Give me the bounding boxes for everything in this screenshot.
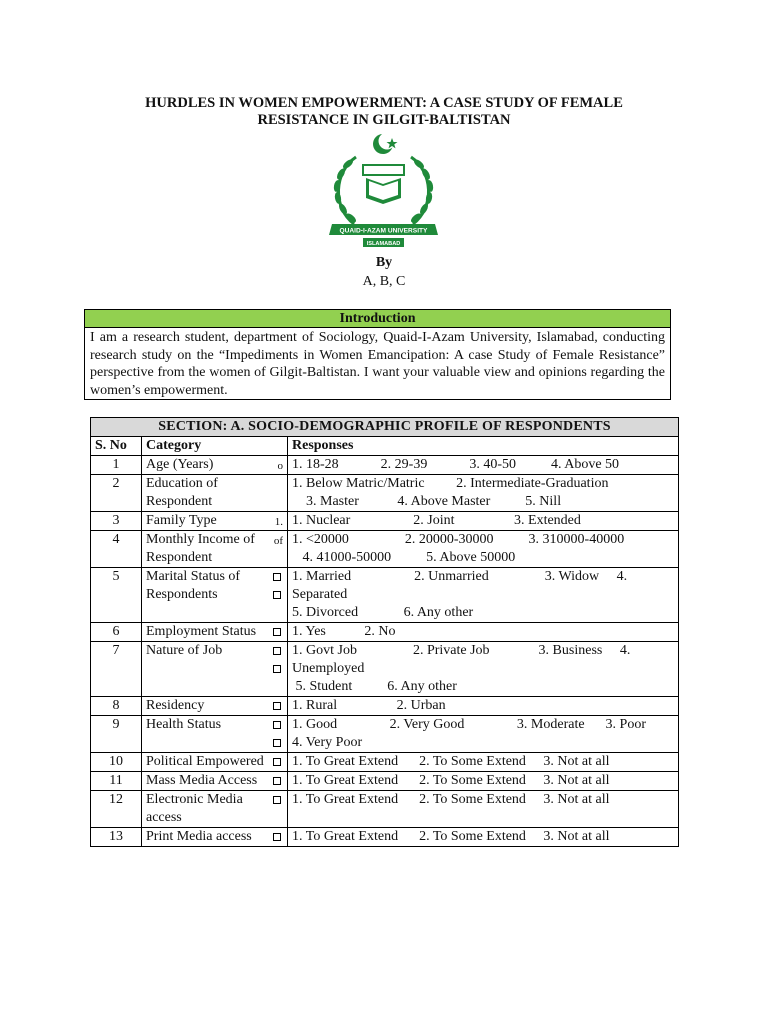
response-line: 1. Married 2. Unmarried 3. Widow 4. Separated [292, 569, 631, 602]
row-category [142, 753, 288, 772]
checkbox-icon[interactable] [273, 702, 281, 710]
row-category [142, 475, 288, 512]
row-number: 1 [91, 456, 142, 475]
table-row [91, 772, 679, 791]
response-line: 1. To Great Extend 2. To Some Extend 3. Not at all [292, 792, 610, 807]
category-label: Residency [146, 698, 205, 713]
checkbox-icon[interactable] [273, 739, 281, 747]
response-line: 1. <20000 2. 20000-30000 3. 310000-40000 [292, 532, 625, 547]
category-label: Monthly Income of Respondent [146, 532, 255, 565]
row-number: 2 [91, 475, 142, 512]
response-line: 1. Rural 2. Urban [292, 698, 446, 713]
checkbox-icon[interactable] [273, 777, 281, 785]
row-number: 12 [91, 791, 142, 828]
response-line: 1. Nuclear 2. Joint 3. Extended [292, 513, 581, 528]
response-line: 1. 18-28 2. 29-39 3. 40-50 4. Above 50 [292, 457, 620, 472]
row-number: 6 [91, 623, 142, 642]
category-label: Political Empowered [146, 754, 264, 769]
response-line: 1. Yes 2. No [292, 624, 396, 639]
response-line: 1. Below Matric/Matric 2. Intermediate-Graduation [292, 476, 609, 491]
row-category [142, 642, 288, 697]
header-row [91, 437, 679, 456]
row-number: 11 [91, 772, 142, 791]
response-line: 1. To Great Extend 2. To Some Extend 3. Not at all [292, 773, 610, 788]
response-line: 4. 41000-50000 5. Above 50000 [292, 550, 516, 565]
checkbox-icon[interactable] [273, 573, 281, 581]
by-label: By [375, 255, 393, 270]
response-line: 5. Student 6. Any other [292, 679, 457, 694]
row-mark: 1. [274, 516, 283, 528]
introduction-text: I am a research student, department of Sociology, Quaid-I-Azam University, Islamabad, conducting research study on the “Impediments in Women Emancipation: A case Study of Female Resistance” perspective from the women of Gilgit-Baltistan. I want your valuable view and opinions regarding the women’s empowerment. [90, 330, 665, 398]
category-label: Health Status [146, 717, 222, 732]
response-line: 4. Very Poor [292, 735, 363, 750]
row-number: 7 [91, 642, 142, 697]
category-label: Print Media access [146, 829, 252, 844]
table-row [91, 642, 679, 697]
category-label: Nature of Job [146, 643, 223, 658]
row-responses [288, 791, 679, 828]
table-row [91, 568, 679, 623]
row-number: 4 [91, 531, 142, 568]
table-row [91, 697, 679, 716]
row-responses [288, 772, 679, 791]
row-responses [288, 753, 679, 772]
row-number: 9 [91, 716, 142, 753]
category-label: Family Type [146, 513, 217, 528]
table-row [91, 512, 679, 531]
row-responses [288, 828, 679, 847]
row-category [142, 772, 288, 791]
logo-subtext: ISLAMABAD [366, 241, 401, 247]
checkbox-icon[interactable] [273, 665, 281, 673]
table-row [91, 531, 679, 568]
row-category [142, 697, 288, 716]
row-category [142, 568, 288, 623]
row-category [142, 828, 288, 847]
title-line-1: HURDLES IN WOMEN EMPOWERMENT: A CASE STUDY OF FEMALE [145, 95, 623, 111]
document-title [0, 95, 768, 129]
category-label: Education of Respondent [146, 476, 218, 509]
category-label: Age (Years) [146, 457, 214, 472]
logo-text: QUAID-I-AZAM UNIVERSITY [339, 227, 428, 235]
header-responses: Responses [288, 437, 679, 456]
header-sno: S. No [91, 437, 142, 456]
checkbox-icon[interactable] [273, 758, 281, 766]
row-number: 10 [91, 753, 142, 772]
table-row [91, 791, 679, 828]
response-line: 1. Govt Job 2. Private Job 3. Business 4. Unemployed [292, 643, 634, 676]
category-label: Marital Status of Respondents [146, 569, 241, 602]
row-category [142, 716, 288, 753]
table-row [91, 623, 679, 642]
category-label: Employment Status [146, 624, 257, 639]
row-responses [288, 716, 679, 753]
row-responses [288, 531, 679, 568]
university-logo [326, 132, 441, 250]
row-category [142, 456, 288, 475]
row-responses [288, 642, 679, 697]
table-row [91, 753, 679, 772]
title-line-2: RESISTANCE IN GILGIT-BALTISTAN [257, 112, 511, 128]
row-mark: of [273, 535, 283, 547]
row-number: 8 [91, 697, 142, 716]
row-number: 5 [91, 568, 142, 623]
row-responses [288, 568, 679, 623]
introduction-heading: Introduction [85, 310, 670, 328]
row-responses [288, 697, 679, 716]
response-line: 3. Master 4. Above Master 5. Nill [292, 494, 562, 509]
row-category [142, 791, 288, 828]
category-label: Electronic Media access [146, 792, 243, 825]
row-number: 3 [91, 512, 142, 531]
authors: A, B, C [362, 274, 406, 289]
table-row [91, 716, 679, 753]
category-label: Mass Media Access [146, 773, 258, 788]
section-title: SECTION: A. SOCIO-DEMOGRAPHIC PROFILE OF RESPONDENTS [91, 418, 679, 437]
response-line: 1. To Great Extend 2. To Some Extend 3. Not at all [292, 829, 610, 844]
row-category [142, 512, 288, 531]
response-line: 1. To Great Extend 2. To Some Extend 3. Not at all [292, 754, 610, 769]
header-category: Category [142, 437, 288, 456]
row-category [142, 531, 288, 568]
section-title-row [91, 418, 679, 437]
row-number: 13 [91, 828, 142, 847]
checkbox-icon[interactable] [273, 628, 281, 636]
checkbox-icon[interactable] [273, 591, 281, 599]
response-line: 5. Divorced 6. Any other [292, 605, 474, 620]
table-row [91, 475, 679, 512]
profile-table [90, 417, 679, 847]
row-responses [288, 456, 679, 475]
checkbox-icon[interactable] [273, 796, 281, 804]
response-line: 1. Good 2. Very Good 3. Moderate 3. Poor [292, 717, 646, 732]
row-responses [288, 623, 679, 642]
introduction-box [84, 309, 671, 400]
table-row [91, 456, 679, 475]
table-row [91, 828, 679, 847]
row-mark: o [277, 460, 283, 472]
checkbox-icon[interactable] [273, 721, 281, 729]
checkbox-icon[interactable] [273, 647, 281, 655]
row-responses [288, 512, 679, 531]
row-category [142, 623, 288, 642]
row-responses [288, 475, 679, 512]
checkbox-icon[interactable] [273, 833, 281, 841]
